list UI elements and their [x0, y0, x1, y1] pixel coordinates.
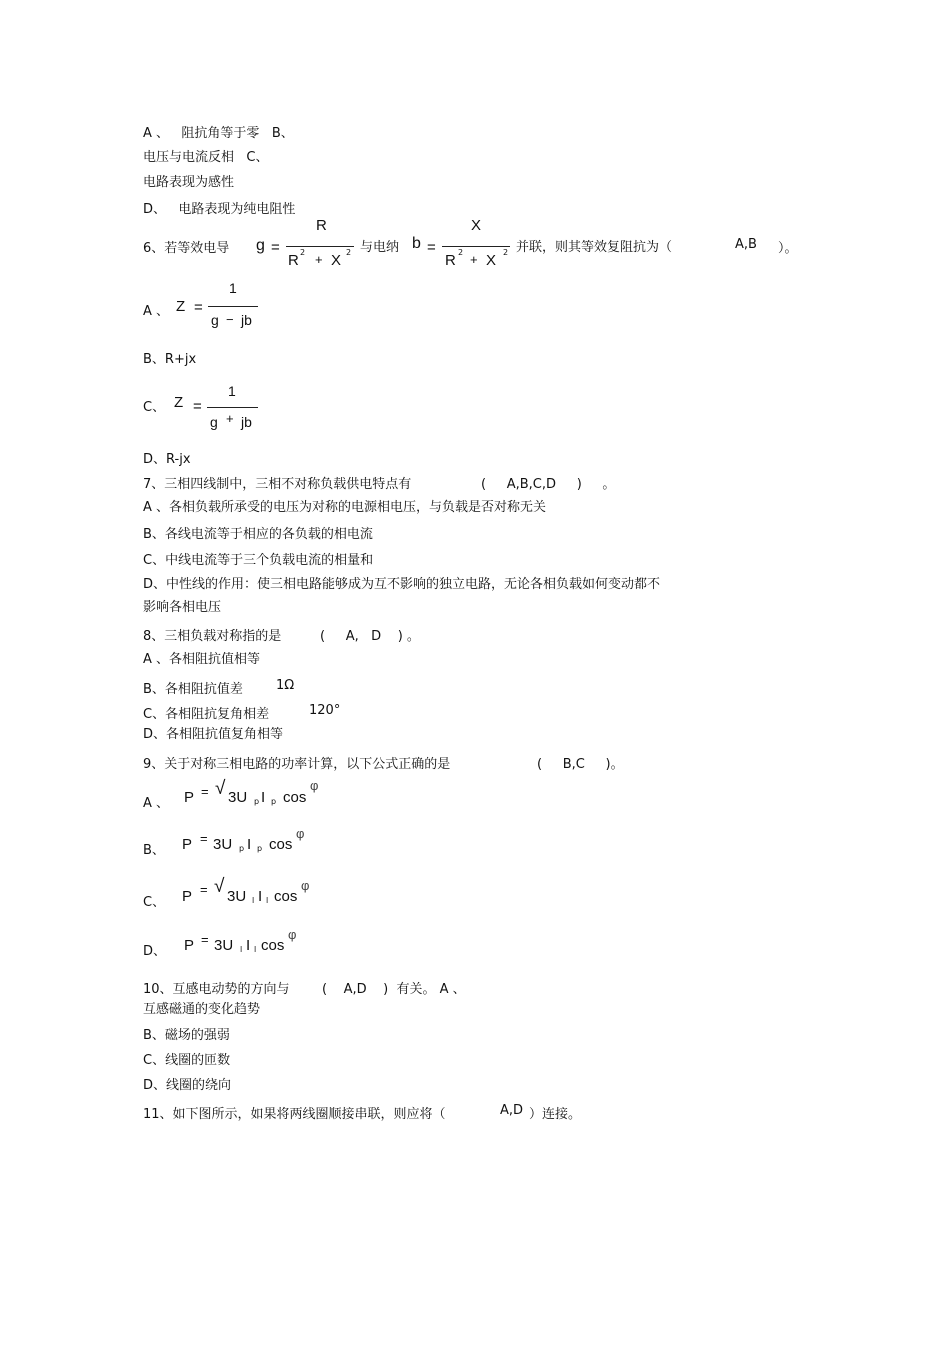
q9-c-sub-l2: l: [266, 896, 269, 905]
q7-option-d-line2: 影响各相电压: [143, 600, 222, 615]
q9-b-cos: cos: [269, 836, 293, 853]
q11-answer: A,D: [500, 1103, 524, 1118]
q8-option-d: D、各相阻抗值复角相等: [143, 727, 284, 742]
q9-a-3u: 3U: [228, 789, 248, 806]
q9-b-i: I: [247, 836, 252, 853]
q9-c-i: I: [258, 888, 263, 905]
q9-d-cos: cos: [261, 937, 285, 954]
q9-b-sub-p1: p: [239, 844, 245, 853]
q6-g-den-plus: +: [315, 252, 323, 267]
q6-a-fraction-bar: [208, 306, 258, 307]
q6-b-den-sup1: 2: [458, 248, 464, 257]
q8-option-b-text: B、各相阻抗值差: [143, 682, 243, 697]
q9-c-cos: cos: [274, 888, 298, 905]
q9-d-i: I: [246, 937, 251, 954]
q6-c-eq: =: [193, 398, 202, 415]
q10-option-d: D、线圈的绕向: [143, 1078, 232, 1093]
q6-stem-prefix: 6、若等效电导: [143, 241, 230, 256]
q10-option-c: C、线圈的匝数: [143, 1053, 231, 1068]
q6-g-den-sup2: 2: [346, 248, 352, 257]
q9-c-sub-l1: l: [252, 896, 255, 905]
q9-a-sub-p1: p: [254, 797, 260, 806]
q9-a-p: P: [184, 789, 195, 806]
q5-option-a: A 、 阻抗角等于零 B、: [143, 126, 294, 141]
q7-option-a: A 、各相负载所承受的电压为对称的电源相电压，与负载是否对称无关: [143, 500, 547, 515]
q9-d-3u: 3U: [214, 937, 234, 954]
q9-answer: ( B,C )。: [537, 757, 624, 772]
q6-b-den-x: X: [486, 252, 497, 269]
q8-stem: 8、三相负载对称指的是: [143, 629, 282, 644]
q9-c-3u: 3U: [227, 888, 247, 905]
q10-stem: 10、互感电动势的方向与: [143, 982, 290, 997]
q9-option-d-label: D、: [143, 944, 167, 959]
q6-c-numerator: 1: [228, 383, 236, 399]
q6-a-z: Z: [176, 298, 186, 315]
q6-c-z: Z: [174, 394, 184, 411]
q9-a-cos: cos: [283, 789, 307, 806]
q6-close: ）。: [778, 241, 798, 256]
q6-c-den-g: g: [210, 414, 218, 430]
q6-c-den-jb: jb: [241, 414, 252, 430]
q6-b-eq: =: [427, 239, 436, 256]
q9-b-3u: 3U: [213, 836, 233, 853]
q6-b-numerator: X: [471, 217, 482, 234]
q9-option-c-label: C、: [143, 895, 166, 910]
q9-d-phi: φ: [288, 927, 297, 942]
q6-g-den-r: R: [288, 252, 299, 269]
q8-option-c-text: C、各相阻抗复角相差: [143, 707, 270, 722]
q8-option-b-value: 1Ω: [276, 678, 295, 693]
q7-option-c: C、中线电流等于三个负载电流的相量和: [143, 553, 374, 568]
q7-option-d-line1: D、中性线的作用：使三相电路能够成为互不影响的独立电路，无论各相负载如何变动都不: [143, 577, 661, 592]
q6-g-numerator: R: [316, 217, 327, 234]
q6-b-fraction-bar: [442, 246, 510, 247]
q6-a-den-g: g: [211, 312, 219, 328]
q6-option-d: D、R-jx: [143, 452, 191, 467]
q6-b-den-sup2: 2: [503, 248, 509, 257]
q9-option-b-label: B、: [143, 843, 165, 858]
q6-g-symbol: g: [256, 237, 265, 254]
q6-g-den-x: X: [331, 252, 342, 269]
q6-b-den-plus: +: [470, 252, 478, 267]
q5-option-c: 电路表现为感性: [143, 175, 235, 190]
q6-answer: A,B: [735, 237, 757, 252]
q9-a-sub-p2: p: [271, 797, 277, 806]
q6-b-den-r: R: [445, 252, 456, 269]
q6-c-fraction-bar: [207, 407, 258, 408]
q7-stem: 7、三相四线制中，三相不对称负载供电特点有: [143, 477, 412, 492]
q6-a-den-jb: jb: [241, 312, 252, 328]
q9-b-sub-p2: p: [257, 844, 263, 853]
q6-option-a-label: A 、: [143, 304, 170, 319]
q9-d-p: P: [184, 937, 195, 954]
q9-b-eq: =: [200, 831, 208, 846]
q6-g-fraction-bar: [286, 246, 354, 247]
q6-g-den-sup1: 2: [300, 248, 306, 257]
q6-a-numerator: 1: [229, 280, 237, 296]
q9-b-p: P: [182, 836, 193, 853]
q8-option-a: A 、各相阻抗值相等: [143, 652, 261, 667]
q6-a-den-minus: −: [226, 312, 234, 327]
q6-a-eq: =: [194, 299, 203, 316]
q11-close: ）连接。: [529, 1107, 582, 1122]
q9-c-phi: φ: [301, 878, 310, 893]
q5-option-b: 电压与电流反相 C、: [143, 150, 269, 165]
q9-d-eq: =: [201, 932, 209, 947]
q9-b-phi: φ: [296, 826, 305, 841]
q9-a-sqrt: √: [215, 778, 226, 799]
q9-d-sub-l1: l: [240, 945, 243, 954]
q6-stem-suffix: 并联，则其等效复阻抗为（: [516, 240, 673, 255]
q9-option-a-label: A 、: [143, 796, 170, 811]
q10-option-a: 互感磁通的变化趋势: [143, 1002, 261, 1017]
q10-answer: ( A,D ) 有关。 A 、: [322, 982, 466, 997]
q11-stem: 11、如下图所示，如果将两线圈顺接串联，则应将（: [143, 1107, 446, 1122]
q9-d-sub-l2: l: [254, 945, 257, 954]
q9-c-eq: =: [200, 882, 208, 897]
q8-option-c-value: 120°: [309, 703, 341, 718]
q6-b-symbol: b: [412, 235, 421, 252]
q7-answer: ( A,B,C,D ) 。: [481, 477, 616, 492]
q9-c-p: P: [182, 888, 193, 905]
q9-stem: 9、关于对称三相电路的功率计算，以下公式正确的是: [143, 757, 451, 772]
q6-option-c-label: C、: [143, 400, 166, 415]
q6-mid-text: 与电纳: [360, 240, 400, 255]
q9-a-i: I: [261, 789, 266, 806]
q6-g-eq: =: [271, 239, 280, 256]
q5-option-d: D、 电路表现为纯电阻性: [143, 202, 296, 217]
q7-option-b: B、各线电流等于相应的各负载的相电流: [143, 527, 373, 542]
q9-a-phi: φ: [310, 778, 319, 793]
q6-option-b: B、R+jx: [143, 352, 197, 367]
q9-a-eq: =: [201, 784, 209, 799]
q9-c-sqrt: √: [214, 876, 225, 897]
q6-c-den-plus: +: [226, 411, 234, 426]
q8-answer: ( A, D ) 。: [320, 629, 420, 644]
q10-option-b: B、磁场的强弱: [143, 1028, 230, 1043]
